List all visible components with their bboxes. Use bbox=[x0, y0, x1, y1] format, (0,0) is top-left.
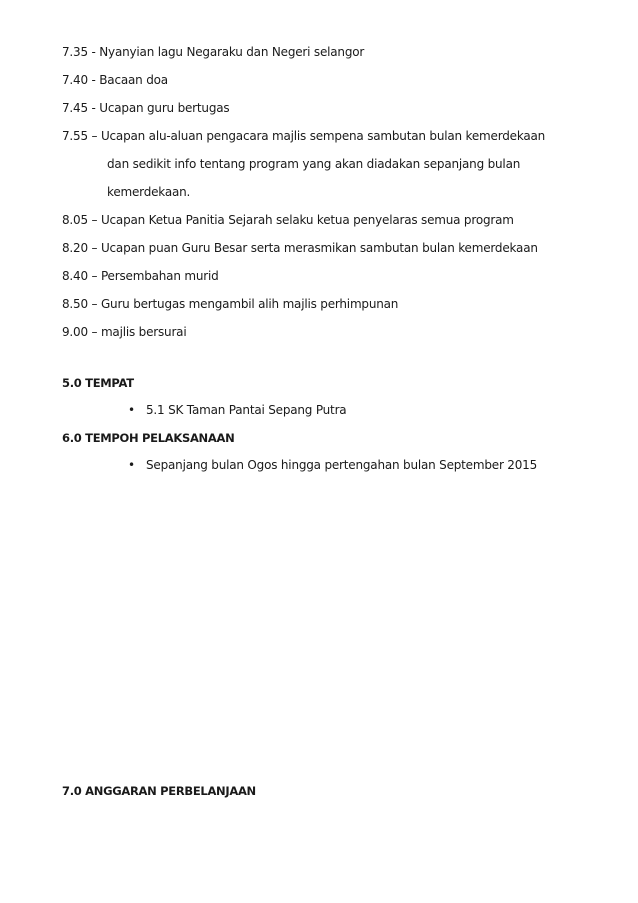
schedule-line-0755: 7.55 – Ucapan alu-aluan pengacara majlis sempena sambutan bulan kemerdekaan bbox=[62, 129, 546, 143]
schedule-line-0840: 8.40 – Persembahan murid bbox=[62, 269, 219, 283]
section-heading-tempoh: 6.0 TEMPOH PELAKSANAAN bbox=[62, 431, 235, 445]
schedule-line-0745: 7.45 - Ucapan guru bertugas bbox=[62, 101, 230, 115]
tempoh-item-text: Sepanjang bulan Ogos hingga pertengahan bulan September 2015 bbox=[146, 458, 538, 472]
section-heading-anggaran: 7.0 ANGGARAN PERBELANJAAN bbox=[62, 784, 256, 798]
schedule-line-0755-cont2: kemerdekaan. bbox=[107, 185, 191, 199]
schedule-line-0805: 8.05 – Ucapan Ketua Panitia Sejarah selaku ketua penyelaras semua program bbox=[62, 213, 514, 227]
schedule-line-0740: 7.40 - Bacaan doa bbox=[62, 73, 168, 87]
tempat-item-text: 5.1 SK Taman Pantai Sepang Putra bbox=[146, 403, 347, 417]
schedule-line-0820: 8.20 – Ucapan puan Guru Besar serta merasmikan sambutan bulan kemerdekaan bbox=[62, 241, 538, 255]
schedule-line-0850: 8.50 – Guru bertugas mengambil alih majlis perhimpunan bbox=[62, 297, 399, 311]
bullet-icon: • bbox=[128, 403, 135, 417]
bullet-icon: • bbox=[128, 458, 135, 472]
schedule-line-0900: 9.00 – majlis bersurai bbox=[62, 325, 187, 339]
section-heading-tempat: 5.0 TEMPAT bbox=[62, 376, 134, 390]
schedule-line-0735: 7.35 - Nyanyian lagu Negaraku dan Negeri selangor bbox=[62, 45, 365, 59]
schedule-line-0755-cont1: dan sedikit info tentang program yang akan diadakan sepanjang bulan bbox=[107, 157, 521, 171]
